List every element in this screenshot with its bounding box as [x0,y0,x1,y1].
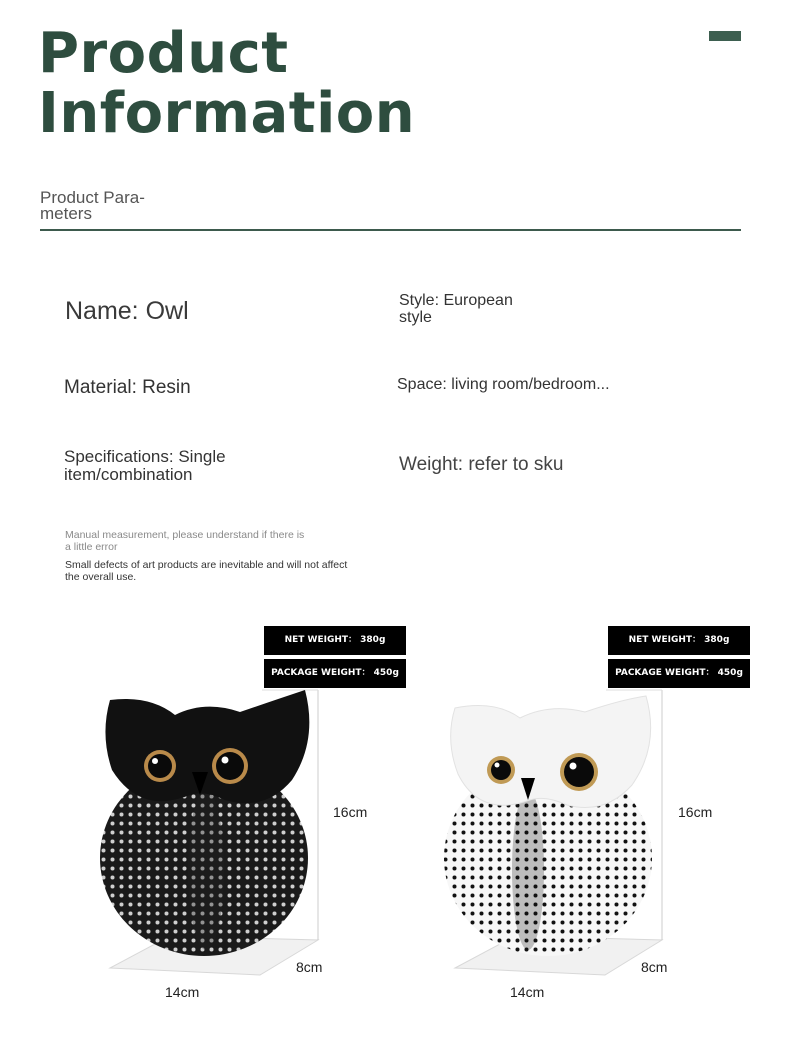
package-weight-tag: PACKAGE WEIGHT： 450g [608,659,750,688]
owl-chest-stripe [188,790,224,950]
param-style-line-2: style [399,309,432,326]
param-spec-line-1: Specifications: Single [64,447,226,466]
depth-label: 8cm [641,959,668,975]
section-heading-line-1: Product Para- [40,188,145,207]
param-style-line-1: Style: European [399,292,513,309]
measurement-note-line-2: a little error [65,541,118,553]
param-spec-line-2: item/combination [64,465,193,484]
height-label: 16cm [678,804,713,820]
package-weight-tag: PACKAGE WEIGHT： 450g [264,659,406,688]
depth-label: 8cm [296,959,323,975]
owl-face-mask [105,690,309,803]
owl-right-pupil [564,757,594,787]
owl-left-highlight [152,758,158,764]
defect-note-line-1: Small defects of art products are inevitable and will not affect [65,559,348,571]
owl-right-highlight [570,763,577,770]
measurement-note-line-1: Manual measurement, please understand if there is [65,529,305,541]
owl-right-highlight [222,757,229,764]
owl-left-highlight [495,763,500,768]
white-owl-figure [444,690,662,975]
owl-chest-stripe [512,790,544,950]
height-label: 16cm [333,804,368,820]
param-material: Material: Resin [64,377,191,398]
owl-right-pupil [216,752,244,780]
owl-left-pupil [491,760,511,780]
param-weight: Weight: refer to sku [399,454,564,475]
owl-face-mask [451,696,651,808]
width-label: 14cm [165,984,200,1000]
owl-left-pupil [148,754,172,778]
net-weight-tag: NET WEIGHT： 380g [264,626,406,655]
defect-note-line-2: the overall use. [65,571,137,583]
param-name: Name: Owl [65,297,189,325]
black-owl-figure [100,690,318,975]
title-line-2: Information [38,81,416,146]
title-line-1: Product [38,21,289,86]
width-label: 14cm [510,984,545,1000]
param-space: Space: living room/bedroom... [397,376,610,393]
net-weight-tag: NET WEIGHT： 380g [608,626,750,655]
section-heading-line-2: meters [40,204,92,223]
